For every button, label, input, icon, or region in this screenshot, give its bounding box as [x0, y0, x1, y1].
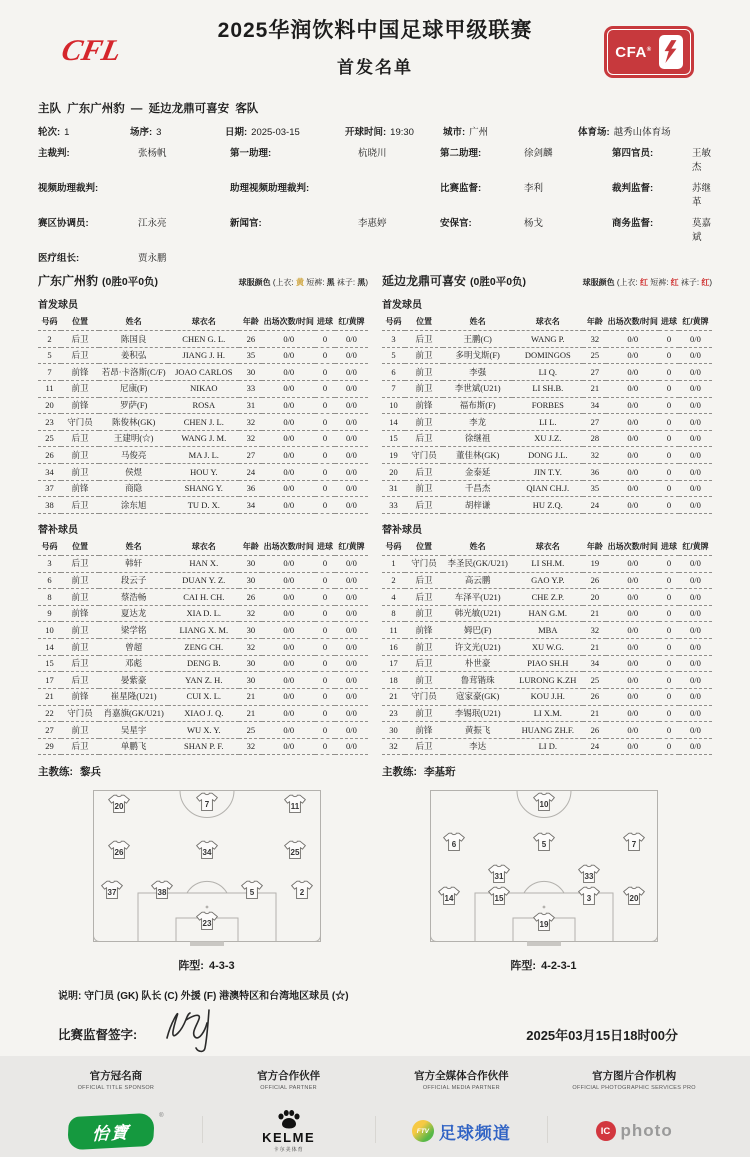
player-row: 20 前锋 罗萨(F) ROSA 31 0/0 0 0/0	[38, 397, 368, 414]
jersey-number-5	[533, 834, 554, 851]
jersey-number-5	[241, 882, 262, 899]
svg-text:31: 31	[494, 872, 503, 882]
column-header: 出场次数/时间	[262, 539, 315, 556]
official-value: 贾永鹏	[138, 253, 167, 264]
jersey-number-20	[623, 888, 644, 905]
player-row: 31 前卫 千昌杰 QIAN CH.J. 35 0/0 0 0/0	[382, 480, 712, 497]
match-order-field: 场序: 3	[130, 127, 162, 138]
player-row: 17 后卫 晏紫豪 YAN Z. H. 30 0/0 0 0/0	[38, 672, 368, 689]
column-header: 进球	[315, 314, 335, 331]
column-header: 出场次数/时间	[606, 539, 659, 556]
player-row: 37 前锋 商隐 SHANG Y. 36 0/0 0 0/0	[38, 480, 368, 497]
svg-text:3: 3	[586, 894, 591, 904]
player-row: 20 后卫 金泰延 JIN T.Y. 36 0/0 0 0/0	[382, 464, 712, 481]
column-header: 出场次数/时间	[262, 314, 315, 331]
goal-bar	[190, 942, 224, 947]
jersey-number-37	[101, 882, 122, 899]
jersey-number-11	[284, 796, 305, 813]
sponsor-subtitle: OFFICIAL MEDIA PARTNER	[422, 1085, 500, 1092]
sponsor-title: 官方合作伙伴	[257, 1070, 321, 1083]
sponsor-photo-col	[548, 1068, 720, 1157]
cfa-logo	[604, 26, 694, 78]
away-label: 客队	[235, 103, 259, 115]
svg-text:33: 33	[584, 872, 593, 882]
home-pitch-diagram	[91, 789, 323, 951]
official-value: 杨戈	[524, 218, 544, 229]
official-label: 医疗组长:	[38, 253, 80, 264]
jersey-number-31	[488, 866, 509, 883]
kelme-logo: KELME 卡尔美体育	[203, 1105, 375, 1157]
player-row: 11 前锋 姆巴(F) MBA 32 0/0 0 0/0	[382, 622, 712, 639]
column-header: 球衣名	[168, 314, 239, 331]
away-formation-label: 阵型: 4-2-3-1	[510, 960, 577, 973]
date-field: 日期: 2025-03-15	[225, 127, 300, 138]
official-value: 李惠婷	[358, 218, 387, 229]
column-header: 红/黄牌	[335, 314, 368, 331]
player-row: 26 前卫 马俊亮 MA J. L. 27 0/0 0 0/0	[38, 447, 368, 464]
player-row: 14 前卫 李龙 LI L. 27 0/0 0 0/0	[382, 414, 712, 431]
player-row: 33 后卫 胡梓谦 HU Z.Q. 24 0/0 0 0/0	[382, 497, 712, 514]
player-row: 16 前卫 许文光(U21) XU W.G. 21 0/0 0 0/0	[382, 639, 712, 656]
kelme-paw-icon	[276, 1109, 302, 1129]
svg-text:20: 20	[629, 894, 638, 904]
home-team-section	[38, 272, 368, 779]
official-value: 王敏杰	[692, 148, 712, 173]
player-row: 6 前卫 段云子 DUAN Y. Z. 30 0/0 0 0/0	[38, 572, 368, 589]
player-row: 8 前卫 韩光敏(U21) HAN G.M. 21 0/0 0 0/0	[382, 605, 712, 622]
football-channel-logo: FTV 足球频道	[376, 1105, 548, 1157]
player-row: 15 后卫 邓彪 DENG B. 30 0/0 0 0/0	[38, 655, 368, 672]
icphoto-logo: IC photo	[548, 1105, 720, 1157]
sponsor-subtitle: OFFICIAL PHOTOGRAPHIC SERVICES PRO	[572, 1085, 696, 1092]
away-team-record: (0胜0平0负)	[470, 276, 527, 288]
player-row: 4 后卫 车泽平(U21) CHE Z.P. 20 0/0 0 0/0	[382, 589, 712, 606]
official-label: 赛区协调员:	[38, 218, 89, 229]
player-row: 6 前卫 李强 LI Q. 27 0/0 0 0/0	[382, 364, 712, 381]
sponsor-title: 官方图片合作机构	[592, 1070, 677, 1083]
home-coach: 主教练: 黎兵	[38, 766, 101, 779]
svg-text:26: 26	[114, 848, 123, 858]
svg-text:5: 5	[541, 840, 546, 850]
svg-text:7: 7	[204, 800, 209, 810]
jersey-number-10	[533, 794, 554, 811]
official-label: 安保官:	[440, 218, 472, 229]
signature-handwriting	[153, 1002, 241, 1054]
sponsor-partner-col	[203, 1068, 375, 1157]
column-header: 位置	[61, 314, 99, 331]
svg-text:19: 19	[539, 920, 548, 930]
official-value: 李利	[524, 183, 544, 194]
svg-text:34: 34	[202, 848, 211, 858]
away-subs-table	[382, 539, 712, 756]
page-subtitle: 首发名单	[337, 58, 413, 77]
sponsor-title-col	[30, 1068, 202, 1157]
svg-text:20: 20	[114, 802, 123, 812]
away-pitch-diagram	[428, 789, 660, 951]
jersey-number-34	[196, 842, 217, 859]
home-subs-label: 替补球员	[38, 524, 78, 536]
ic-badge-icon: IC	[596, 1121, 616, 1141]
svg-text:14: 14	[444, 894, 453, 904]
column-header: 年龄	[239, 539, 262, 556]
signature-label: 比赛监督签字:	[58, 1028, 138, 1043]
home-formation-block	[38, 789, 375, 973]
formations-section	[0, 789, 750, 973]
official-value: 苏继革	[692, 183, 712, 208]
player-row: 10 前卫 梁学铭 LIANG X. M. 30 0/0 0 0/0	[38, 622, 368, 639]
away-kit-colors: 球服颜色 (上衣: 红 短裤: 红 袜子: 红)	[582, 278, 712, 287]
sponsor-media-col	[376, 1068, 548, 1157]
legend-note: 说明: 守门员 (GK) 队长 (C) 外援 (F) 港澳特区和台湾地区球员 (☆)	[58, 991, 349, 1003]
cfa-logo-text: CFA®	[615, 43, 652, 61]
svg-text:38: 38	[157, 888, 166, 898]
player-row: 10 前锋 福布斯(F) FORBES 34 0/0 0 0/0	[382, 397, 712, 414]
player-row: 5 后卫 姜积弘 JIANG J. H. 35 0/0 0 0/0	[38, 347, 368, 364]
column-header: 姓名	[443, 314, 512, 331]
jersey-number-2	[291, 882, 312, 899]
home-label: 主队	[38, 103, 61, 115]
official-value: 莫嘉斌	[692, 218, 712, 243]
player-row: 7 前卫 李世斌(U21) LI SH.B. 21 0/0 0 0/0	[382, 380, 712, 397]
column-header: 出场次数/时间	[606, 314, 659, 331]
stadium-field: 体育场: 越秀山体育场	[578, 127, 671, 138]
official-label: 第四官员:	[612, 148, 654, 159]
official-value: 杭晓川	[358, 148, 387, 159]
sponsor-subtitle: OFFICIAL PARTNER	[260, 1085, 317, 1092]
kickoff-field: 开球时间: 19:30	[345, 127, 414, 138]
player-row: 18 前卫 鲁茸锴珠 LURONG K.ZH 25 0/0 0 0/0	[382, 672, 712, 689]
column-header: 进球	[315, 539, 335, 556]
svg-text:11: 11	[290, 802, 299, 812]
jersey-number-14	[438, 888, 459, 905]
sponsor-title: 官方冠名商	[89, 1070, 143, 1083]
ftv-badge-icon: FTV	[412, 1120, 434, 1142]
home-formation-label: 阵型: 4-3-3	[178, 960, 235, 973]
player-row: 3 后卫 韩轩 HAN X. 30 0/0 0 0/0	[38, 555, 368, 572]
column-header: 红/黄牌	[335, 539, 368, 556]
jersey-number-23	[196, 913, 217, 930]
column-header: 姓名	[99, 539, 168, 556]
away-formation-block	[375, 789, 712, 973]
svg-text:6: 6	[451, 840, 456, 850]
official-value: 江永亮	[138, 218, 167, 229]
column-header: 球衣名	[512, 314, 583, 331]
away-team-name: 延边龙鼎可喜安	[148, 103, 230, 115]
player-row: 15 后卫 徐继祖 XU J.Z. 28 0/0 0 0/0	[382, 430, 712, 447]
official-label: 裁判监督:	[612, 183, 654, 194]
player-row: 22 守门员 肖嘉旗(GK/U21) XIAO J. Q. 21 0/0 0 0/0	[38, 705, 368, 722]
official-value: 张杨帆	[138, 148, 167, 159]
away-coach: 主教练: 李基珩	[382, 766, 456, 779]
player-row: 9 前锋 夏达龙 XIA D. L. 32 0/0 0 0/0	[38, 605, 368, 622]
player-row: 7 前锋 若昂·卡洛斯(C/F) JOAO CARLOS 30 0/0 0 0/0	[38, 364, 368, 381]
cfl-league-logo: CFL	[58, 34, 124, 67]
away-starters-table	[382, 314, 712, 514]
column-header: 姓名	[443, 539, 512, 556]
player-row: 38 后卫 涂东旭 TU D. X. 34 0/0 0 0/0	[38, 497, 368, 514]
column-header: 姓名	[99, 314, 168, 331]
player-row: 32 后卫 李达 LI D. 24 0/0 0 0/0	[382, 738, 712, 755]
jersey-number-26	[108, 842, 129, 859]
column-header: 球衣名	[512, 539, 583, 556]
city-field: 城市: 广州	[443, 127, 489, 138]
player-row: 14 前卫 曾超 ZENG CH. 32 0/0 0 0/0	[38, 639, 368, 656]
svg-text:15: 15	[494, 894, 503, 904]
sponsor-footer	[0, 1068, 750, 1157]
jersey-number-19	[533, 914, 554, 931]
player-row: 17 后卫 朴世豪 PIAO SH.H 34 0/0 0 0/0	[382, 655, 712, 672]
column-header: 号码	[38, 314, 61, 331]
match-meta-row	[38, 124, 712, 138]
column-header: 号码	[382, 314, 405, 331]
away-team-header	[382, 272, 712, 289]
svg-text:5: 5	[249, 888, 254, 898]
jersey-number-15	[488, 888, 509, 905]
cfa-emblem-icon	[659, 35, 683, 69]
home-team-record: (0胜0平0负)	[102, 276, 159, 288]
player-row: 30 前锋 黄振飞 HUANG ZH.F. 26 0/0 0 0/0	[382, 722, 712, 739]
column-header: 进球	[659, 539, 679, 556]
svg-text:10: 10	[539, 800, 548, 810]
official-label: 商务监督:	[612, 218, 654, 229]
round-field: 轮次: 1	[38, 127, 70, 138]
player-row: 1 守门员 李圣民(GK/U21) LI SH.M. 19 0/0 0 0/0	[382, 555, 712, 572]
svg-text:2: 2	[299, 888, 304, 898]
signature-datetime: 2025年03月15日18时00分	[526, 1027, 678, 1043]
column-header: 年龄	[583, 539, 606, 556]
svg-text:7: 7	[631, 840, 636, 850]
official-label: 新闻官:	[230, 218, 262, 229]
signature-row	[0, 1008, 750, 1060]
column-header: 位置	[405, 314, 443, 331]
player-row: 23 守门员 陈俊林(GK) CHEN J. L. 32 0/0 0 0/0	[38, 414, 368, 431]
player-row: 2 后卫 陈国良 CHEN G. L. 26 0/0 0 0/0	[38, 331, 368, 348]
column-header: 号码	[382, 539, 405, 556]
official-label: 助理视频助理裁判:	[230, 183, 310, 194]
rosters-section	[0, 272, 750, 779]
jersey-number-25	[284, 842, 305, 859]
official-value	[138, 180, 230, 208]
svg-text:37: 37	[107, 888, 116, 898]
player-row: 23 前卫 李锡珉(U21) LI X.M. 21 0/0 0 0/0	[382, 705, 712, 722]
column-header: 年龄	[583, 314, 606, 331]
home-team-header	[38, 272, 368, 289]
page-header	[0, 0, 750, 98]
jersey-number-7	[196, 794, 217, 811]
column-header: 红/黄牌	[679, 314, 712, 331]
official-value: 徐剑麟	[524, 148, 553, 159]
home-subs-table	[38, 539, 368, 756]
jersey-number-7	[623, 834, 644, 851]
player-row: 19 守门员 董佳林(GK) DONG J.L. 32 0/0 0 0/0	[382, 447, 712, 464]
column-header: 位置	[405, 539, 443, 556]
away-starters-label: 首发球员	[382, 300, 422, 311]
home-starters-table	[38, 314, 368, 514]
official-label: 主裁判:	[38, 148, 70, 159]
home-team-name: 广东广州豹	[67, 103, 125, 115]
home-starters-label: 首发球员	[38, 300, 78, 311]
svg-text:25: 25	[290, 848, 299, 858]
player-row: 8 前卫 蔡浩畅 CAI H. CH. 26 0/0 0 0/0	[38, 589, 368, 606]
svg-text:23: 23	[202, 919, 211, 929]
goal-bar	[527, 942, 561, 947]
jersey-number-33	[578, 866, 599, 883]
official-label: 第一助理:	[230, 148, 272, 159]
column-header: 球衣名	[168, 539, 239, 556]
match-teams-line	[38, 100, 712, 116]
player-row: 2 后卫 高云鹏 GAO Y.P. 26 0/0 0 0/0	[382, 572, 712, 589]
column-header: 位置	[61, 539, 99, 556]
player-row: 34 前卫 侯煜 HOU Y. 24 0/0 0 0/0	[38, 464, 368, 481]
away-team-title: 延边龙鼎可喜安	[382, 274, 467, 288]
column-header: 红/黄牌	[679, 539, 712, 556]
home-kit-colors: 球服颜色 (上衣: 黄 短裤: 黑 袜子: 黑)	[238, 278, 368, 287]
home-team-title: 广东广州豹	[38, 274, 99, 288]
sponsor-subtitle: OFFICIAL TITLE SPONSOR	[77, 1085, 155, 1092]
column-header: 年龄	[239, 314, 262, 331]
player-row: 29 后卫 单鹏飞 SHAN P. F. 32 0/0 0 0/0	[38, 738, 368, 755]
player-row: 3 后卫 王鹏(C) WANG P. 32 0/0 0 0/0	[382, 331, 712, 348]
player-row: 27 前卫 吴星宇 WU X. Y. 25 0/0 0 0/0	[38, 722, 368, 739]
jersey-number-6	[443, 834, 464, 851]
away-team-section	[382, 272, 712, 779]
cestbon-logo: 怡寶 ®	[30, 1105, 202, 1157]
jersey-number-20	[108, 796, 129, 813]
match-info	[0, 100, 750, 264]
officials-grid	[38, 145, 712, 264]
jersey-number-38	[151, 882, 172, 899]
player-row: 21 前锋 崔星隆(U21) CUI X. L. 21 0/0 0 0/0	[38, 688, 368, 705]
sponsor-title: 官方全媒体合作伙伴	[414, 1070, 509, 1083]
vs-dash: —	[130, 103, 143, 115]
player-row: 21 守门员 寇家豪(GK) KOU J.H. 26 0/0 0 0/0	[382, 688, 712, 705]
column-header: 号码	[38, 539, 61, 556]
page-title: 2025华润饮料中国足球甲级联赛	[217, 19, 533, 42]
column-header: 进球	[659, 314, 679, 331]
player-row: 5 前卫 多明戈斯(F) DOMINGOS 25 0/0 0 0/0	[382, 347, 712, 364]
player-row: 25 后卫 王建明(☆) WANG J. M. 32 0/0 0 0/0	[38, 430, 368, 447]
player-row: 11 前卫 尼康(F) NIKAO 33 0/0 0 0/0	[38, 380, 368, 397]
jersey-number-3	[578, 888, 599, 905]
official-value	[358, 180, 440, 208]
official-label: 比赛监督:	[440, 183, 482, 194]
official-label: 视频助理裁判:	[38, 183, 99, 194]
away-subs-label: 替补球员	[382, 524, 422, 536]
official-label: 第二助理:	[440, 148, 482, 159]
